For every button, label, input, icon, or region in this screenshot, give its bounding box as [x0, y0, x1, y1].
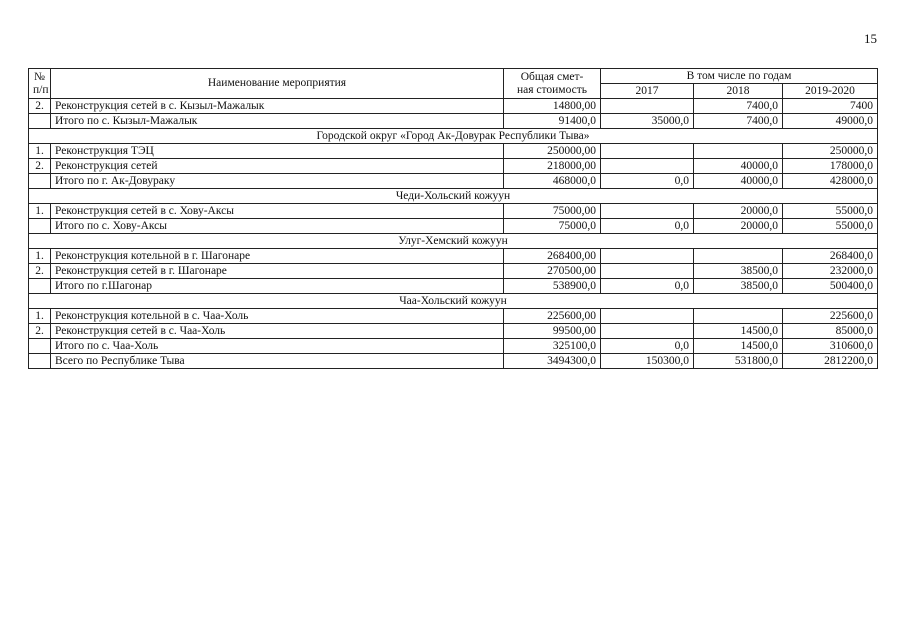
header-number — [29, 69, 51, 99]
table-row — [29, 339, 878, 354]
row-2018 — [694, 144, 783, 159]
section-title: Чаа-Хольский кожуун — [29, 294, 878, 309]
row-name: Итого по с. Кызыл-Мажалык — [51, 114, 504, 129]
table-row — [29, 174, 878, 189]
row-name: Реконструкция котельной в г. Шагонаре — [51, 249, 504, 264]
section-row — [29, 294, 878, 309]
row-total: 538900,0 — [504, 279, 601, 294]
table-row — [29, 144, 878, 159]
table-row — [29, 159, 878, 174]
page-number: 15 — [864, 31, 877, 46]
row-number: 1. — [29, 144, 51, 159]
row-total: 268400,00 — [504, 249, 601, 264]
row-2019-2020: 49000,0 — [783, 114, 878, 129]
row-2018: 20000,0 — [694, 219, 783, 234]
header-number-top: № — [34, 70, 45, 83]
row-name: Итого по с. Чаа-Холь — [51, 339, 504, 354]
section-row — [29, 129, 878, 144]
row-2017 — [601, 309, 694, 324]
table-row — [29, 264, 878, 279]
row-2019-2020: 2812200,0 — [783, 354, 878, 369]
row-2018: 531800,0 — [694, 354, 783, 369]
header-total — [504, 69, 601, 99]
row-2018: 40000,0 — [694, 159, 783, 174]
row-number — [29, 279, 51, 294]
row-2018: 7400,0 — [694, 99, 783, 114]
row-2019-2020: 310600,0 — [783, 339, 878, 354]
row-number: 1. — [29, 249, 51, 264]
header-years-group: В том числе по годам — [601, 69, 878, 84]
section-title: Городской округ «Город Ак-Довурак Республики Тыва» — [29, 129, 878, 144]
header-year-2017: 2017 — [601, 84, 694, 99]
row-name: Реконструкция сетей в с. Кызыл-Мажалык — [51, 99, 504, 114]
row-total: 99500,00 — [504, 324, 601, 339]
table-header — [29, 69, 878, 99]
row-number — [29, 114, 51, 129]
row-2018: 14500,0 — [694, 339, 783, 354]
table-row — [29, 309, 878, 324]
row-2017: 0,0 — [601, 219, 694, 234]
row-2019-2020: 268400,0 — [783, 249, 878, 264]
header-year-2018: 2018 — [694, 84, 783, 99]
row-2017: 35000,0 — [601, 114, 694, 129]
row-2017 — [601, 324, 694, 339]
row-number: 1. — [29, 309, 51, 324]
row-name: Реконструкция сетей в г. Шагонаре — [51, 264, 504, 279]
row-2017 — [601, 204, 694, 219]
row-2019-2020: 250000,0 — [783, 144, 878, 159]
row-total: 250000,00 — [504, 144, 601, 159]
row-number: 1. — [29, 204, 51, 219]
row-2019-2020: 55000,0 — [783, 219, 878, 234]
section-row — [29, 189, 878, 204]
row-number: 2. — [29, 264, 51, 279]
row-number — [29, 219, 51, 234]
row-2019-2020: 232000,0 — [783, 264, 878, 279]
row-2017: 0,0 — [601, 279, 694, 294]
row-total: 14800,00 — [504, 99, 601, 114]
row-2019-2020: 7400 — [783, 99, 878, 114]
row-2019-2020: 428000,0 — [783, 174, 878, 189]
budget-table — [28, 68, 878, 369]
table-row — [29, 114, 878, 129]
header-number-bottom: п/п — [33, 83, 49, 96]
row-total: 325100,0 — [504, 339, 601, 354]
row-2017 — [601, 264, 694, 279]
row-2017 — [601, 144, 694, 159]
row-2017: 150300,0 — [601, 354, 694, 369]
row-name: Реконструкция сетей в с. Хову-Аксы — [51, 204, 504, 219]
row-name: Реконструкция сетей в с. Чаа-Холь — [51, 324, 504, 339]
header-total-bottom: ная стоимость — [517, 83, 587, 96]
row-name: Всего по Республике Тыва — [51, 354, 504, 369]
row-number — [29, 354, 51, 369]
row-name: Итого по г. Ак-Довураку — [51, 174, 504, 189]
row-2017 — [601, 159, 694, 174]
row-2018: 7400,0 — [694, 114, 783, 129]
row-name: Реконструкция ТЭЦ — [51, 144, 504, 159]
table-row — [29, 354, 878, 369]
row-2018 — [694, 249, 783, 264]
row-total: 91400,0 — [504, 114, 601, 129]
row-name: Реконструкция сетей — [51, 159, 504, 174]
row-2018: 14500,0 — [694, 324, 783, 339]
header-total-top: Общая смет- — [520, 70, 584, 83]
row-total: 468000,0 — [504, 174, 601, 189]
row-total: 225600,00 — [504, 309, 601, 324]
row-2018: 20000,0 — [694, 204, 783, 219]
header-year-2019-2020: 2019-2020 — [783, 84, 878, 99]
row-total: 218000,00 — [504, 159, 601, 174]
row-2019-2020: 85000,0 — [783, 324, 878, 339]
table-row — [29, 204, 878, 219]
row-name: Реконструкция котельной в с. Чаа-Холь — [51, 309, 504, 324]
table-row — [29, 324, 878, 339]
row-2019-2020: 178000,0 — [783, 159, 878, 174]
row-number: 2. — [29, 159, 51, 174]
row-2018: 38500,0 — [694, 279, 783, 294]
row-2018: 40000,0 — [694, 174, 783, 189]
table-row — [29, 219, 878, 234]
header-name: Наименование мероприятия — [51, 69, 504, 99]
table-body — [29, 99, 878, 369]
row-number: 2. — [29, 324, 51, 339]
row-total: 75000,00 — [504, 204, 601, 219]
row-total: 270500,00 — [504, 264, 601, 279]
row-number — [29, 339, 51, 354]
row-2018 — [694, 309, 783, 324]
section-title: Чеди-Хольский кожуун — [29, 189, 878, 204]
row-name: Итого по с. Хову-Аксы — [51, 219, 504, 234]
table-row — [29, 99, 878, 114]
row-number: 2. — [29, 99, 51, 114]
row-2018: 38500,0 — [694, 264, 783, 279]
row-2017 — [601, 249, 694, 264]
row-2017 — [601, 99, 694, 114]
table-row — [29, 279, 878, 294]
row-number — [29, 174, 51, 189]
row-2017: 0,0 — [601, 174, 694, 189]
row-2017: 0,0 — [601, 339, 694, 354]
row-total: 3494300,0 — [504, 354, 601, 369]
table-row — [29, 249, 878, 264]
section-row — [29, 234, 878, 249]
row-name: Итого по г.Шагонар — [51, 279, 504, 294]
row-total: 75000,0 — [504, 219, 601, 234]
row-2019-2020: 55000,0 — [783, 204, 878, 219]
section-title: Улуг-Хемский кожуун — [29, 234, 878, 249]
row-2019-2020: 500400,0 — [783, 279, 878, 294]
row-2019-2020: 225600,0 — [783, 309, 878, 324]
